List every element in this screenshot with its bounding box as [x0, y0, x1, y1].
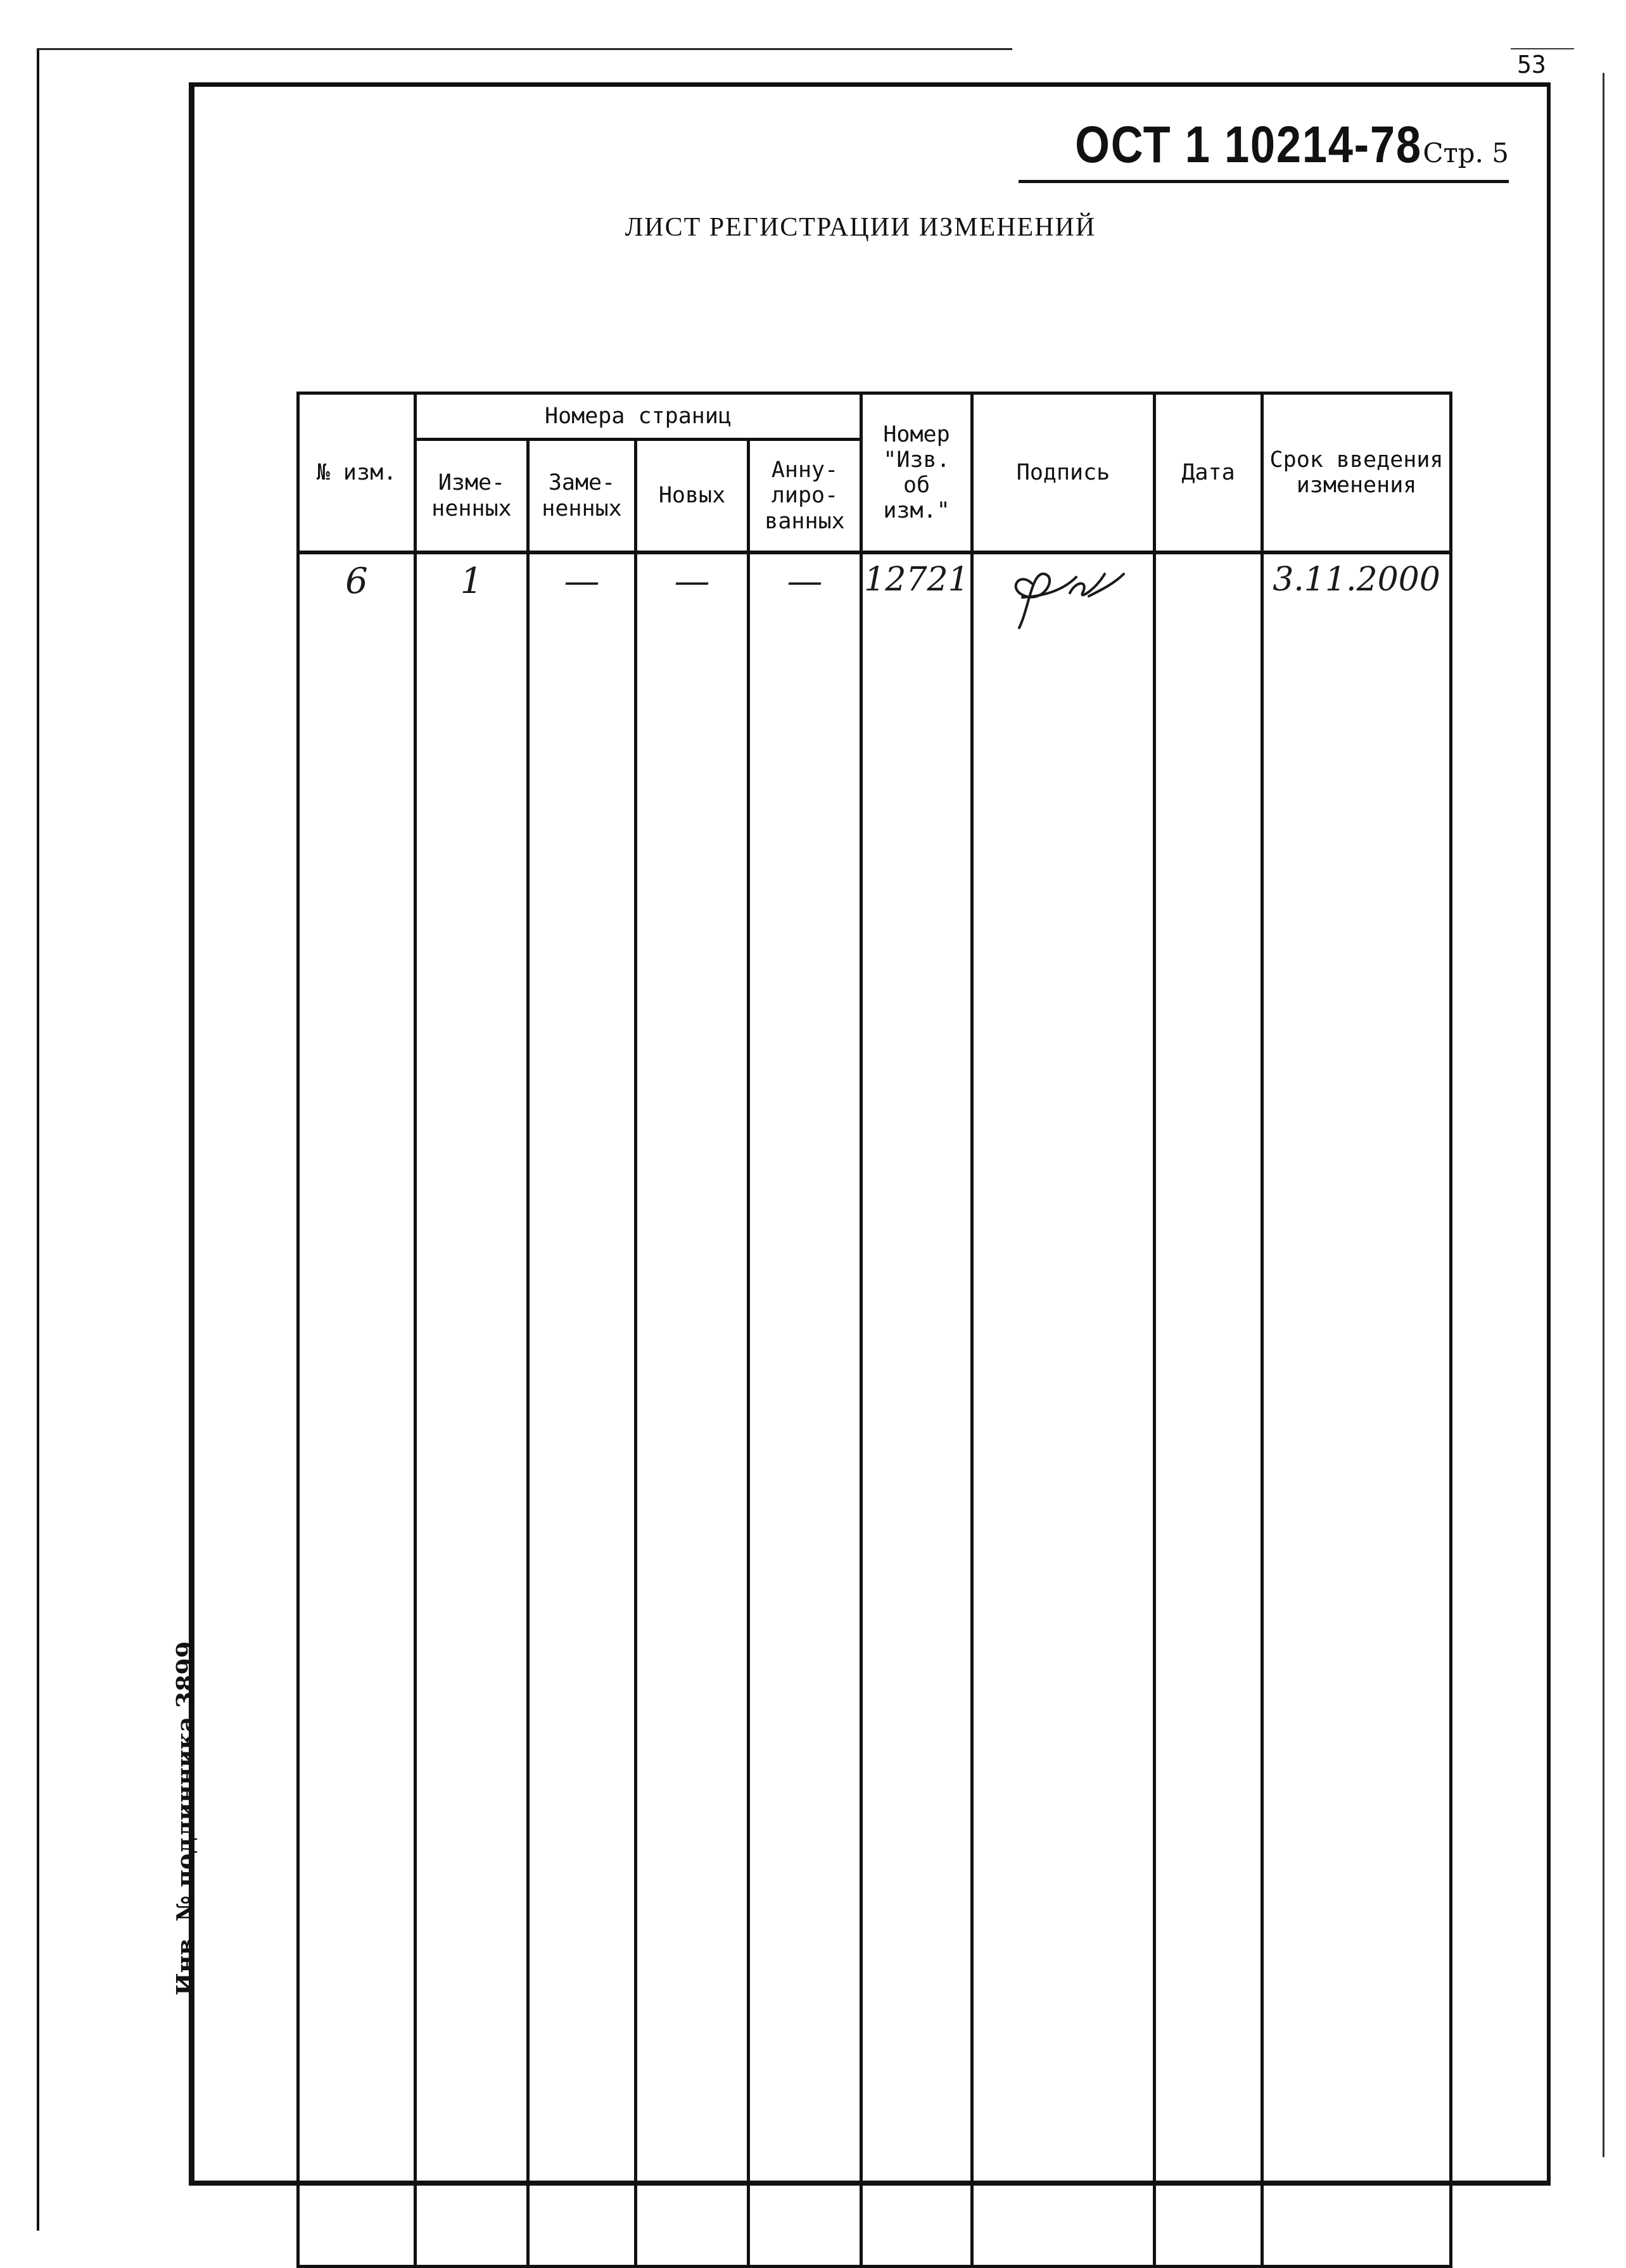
handwritten-value: 3.11.2000: [1273, 561, 1440, 599]
cell-deadline: [1262, 552, 1451, 2267]
handwritten-value: —: [674, 561, 710, 602]
header-page-numbers-group: Номера страниц: [416, 393, 861, 440]
table-row: [298, 552, 1451, 2267]
header-changed-pages: Изме-ненных: [416, 440, 528, 553]
page-title: ЛИСТ РЕГИСТРАЦИИ ИЗМЕНЕНИЙ: [625, 213, 1096, 242]
document-code: ОСТ 1 10214-78: [1074, 116, 1422, 174]
header-notice-number: Номер "Изв. об изм.": [861, 393, 972, 553]
cell-changed-pages: [416, 552, 528, 2267]
cell-signature: [972, 552, 1155, 2267]
change-registration-table: [296, 392, 1452, 2268]
handwritten-value: —: [787, 561, 823, 602]
sheet-number: 53: [1517, 51, 1546, 79]
handwritten-value: 1: [460, 561, 483, 602]
header-date: Дата: [1155, 393, 1262, 553]
handwritten-value: 6: [345, 561, 368, 602]
outer-border-top-right: [1511, 48, 1574, 49]
cell-replaced-pages: [528, 552, 636, 2267]
cell-notice-number: [861, 552, 972, 2267]
cell-change-number: [298, 552, 416, 2267]
cell-new-pages: [636, 552, 749, 2267]
outer-border-top: [37, 48, 1012, 50]
handwritten-value: 12721: [864, 561, 969, 599]
page-label: Стр. 5: [1423, 137, 1509, 169]
header-deadline: Срок введения изменения: [1262, 393, 1451, 553]
outer-border-left: [37, 49, 39, 2231]
header-replaced-pages: Заме-ненных: [528, 440, 636, 553]
cell-annulled-pages: [749, 552, 861, 2267]
cell-date: [1155, 552, 1262, 2267]
header-new-pages: Новых: [636, 440, 749, 553]
handwritten-value: —: [564, 561, 600, 602]
document-header: [1019, 115, 1509, 183]
header-annulled-pages: Анну-лиро-ванных: [749, 440, 861, 553]
inventory-label: Инв. № подлинника 3899: [171, 1641, 200, 1996]
header-signature: Подпись: [972, 393, 1155, 553]
outer-border-right: [1603, 73, 1604, 2157]
header-change-number: № изм.: [298, 393, 416, 553]
signature-icon: [994, 558, 1133, 634]
